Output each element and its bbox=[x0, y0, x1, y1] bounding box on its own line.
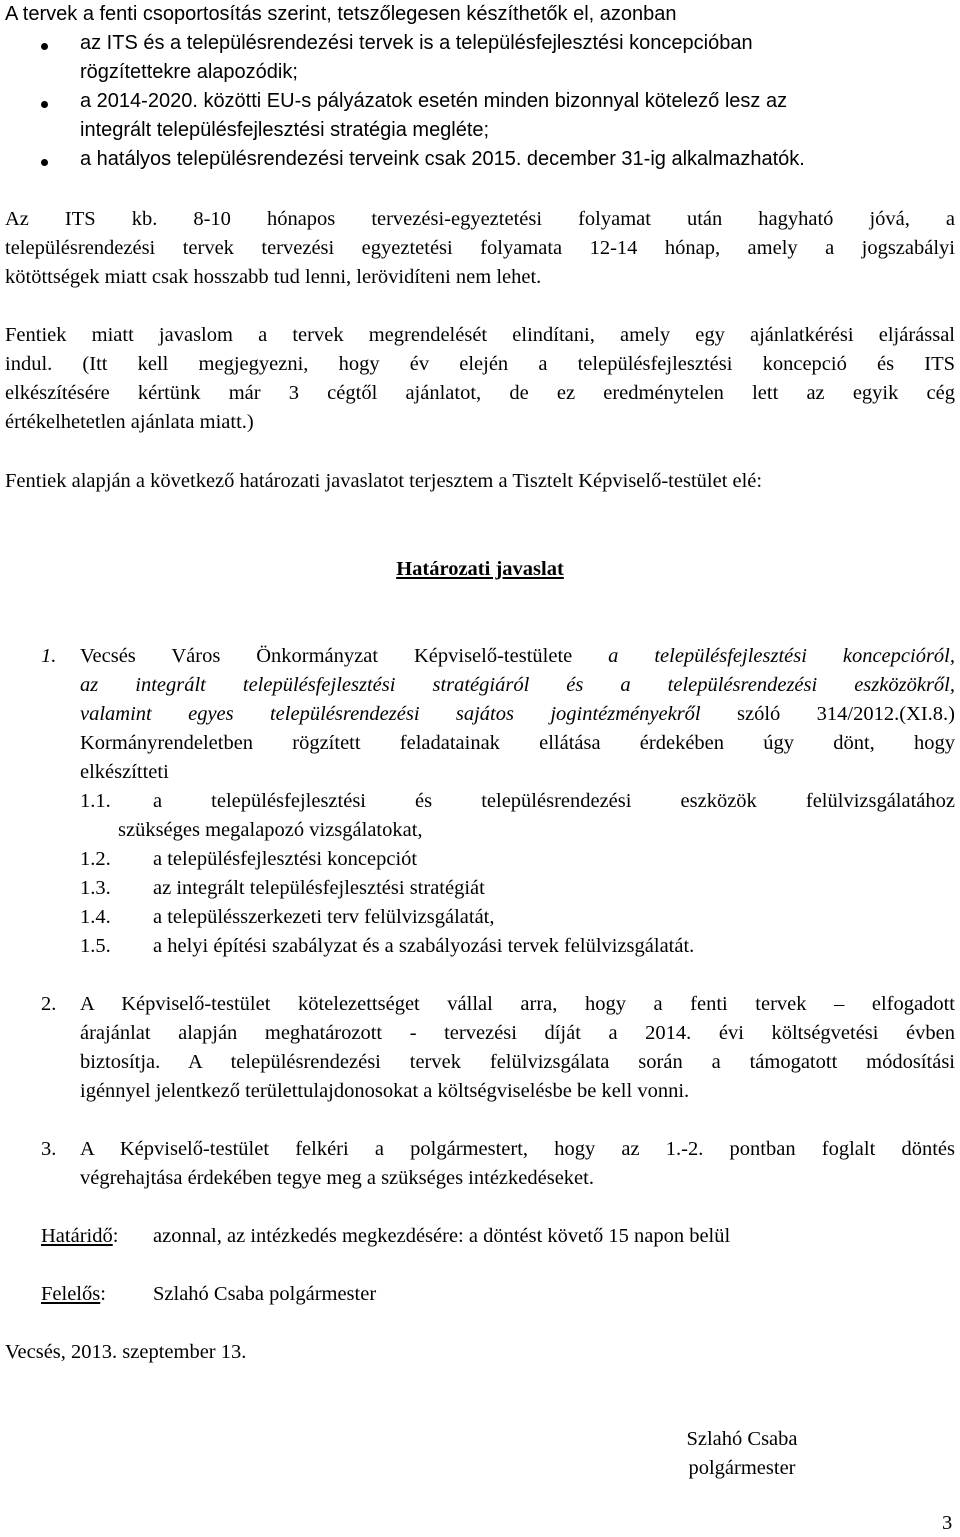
bullet-icon bbox=[41, 159, 48, 166]
resolution-line: végrehajtása érdekében tegye meg a szükséges intézkedéseket. bbox=[80, 1167, 594, 1189]
sub-item-number: 1.1. bbox=[80, 790, 111, 812]
resolution-line: valamint egyes településrendezési sajátos jogintézményekről szóló 314/2012.(XI.8.) bbox=[80, 703, 955, 725]
sub-item-text: a településfejlesztési koncepciót bbox=[153, 848, 418, 870]
bullet-text: rögzítettekre alapozódik; bbox=[80, 61, 298, 83]
paragraph-line: Fentiek miatt javaslom a tervek megrendelését elindítani, amely egy ajánlatkérési eljárással bbox=[5, 324, 955, 346]
place-date: Vecsés, 2013. szeptember 13. bbox=[5, 1341, 247, 1363]
resolution-number: 1. bbox=[41, 645, 57, 667]
resolution-line: Vecsés Város Önkormányzat Képviselő-testülete a településfejlesztési koncepcióról, bbox=[80, 645, 955, 667]
resolution-line: elkészítteti bbox=[80, 761, 169, 783]
resolution-line: biztosítja. A településrendezési tervek felülvizsgálata során a támogatott módosítási bbox=[80, 1051, 955, 1073]
responsible-label: Felelős: bbox=[41, 1283, 106, 1305]
resolution-line: Kormányrendeletben rögzített feladatainak ellátása érdekében úgy dönt, hogy bbox=[80, 732, 955, 754]
paragraph-line: elkészítésére kértünk már 3 cégtől ajánlatot, de ez eredménytelen lett az egyik cég bbox=[5, 382, 955, 404]
deadline-label: Határidő: bbox=[41, 1225, 119, 1247]
bullet-text: az ITS és a településrendezési tervek is a településfejlesztési koncepcióban bbox=[80, 32, 753, 54]
resolution-number: 2. bbox=[41, 993, 57, 1015]
sub-item-number: 1.2. bbox=[80, 848, 111, 870]
sub-item-text: szükséges megalapozó vizsgálatokat, bbox=[118, 819, 423, 841]
signature-title: polgármester bbox=[688, 1457, 796, 1479]
sub-item-number: 1.3. bbox=[80, 877, 111, 899]
deadline-value: azonnal, az intézkedés megkezdésére: a döntést követő 15 napon belül bbox=[153, 1225, 731, 1247]
resolution-number: 3. bbox=[41, 1138, 57, 1160]
signature-name: Szlahó Csaba bbox=[686, 1428, 798, 1450]
resolution-line: az integrált településfejlesztési stratégiáról és a településrendezési eszközökről, bbox=[80, 674, 955, 696]
bullet-icon bbox=[41, 43, 48, 50]
intro-line: A tervek a fenti csoportosítás szerint, tetszőlegesen készíthetők el, azonban bbox=[5, 3, 677, 25]
bullet-text: a 2014-2020. közötti EU-s pályázatok esetén minden bizonnyal kötelező lesz az bbox=[80, 90, 788, 112]
sub-item-text: az integrált településfejlesztési stratégiát bbox=[153, 877, 485, 899]
paragraph-line: kötöttségek miatt csak hosszabb tud lenni, lerövidíteni nem lehet. bbox=[5, 266, 542, 288]
paragraph-line: Fentiek alapján a következő határozati javaslatot terjesztem a Tisztelt Képviselő-testület elé: bbox=[5, 470, 763, 492]
resolution-heading: Határozati javaslat bbox=[396, 558, 564, 580]
resolution-line: A Képviselő-testület kötelezettséget vállal arra, hogy a fenti tervek – elfogadott bbox=[80, 993, 955, 1015]
sub-item-number: 1.5. bbox=[80, 935, 111, 957]
sub-item-text: a településszerkezeti terv felülvizsgálatát, bbox=[153, 906, 495, 928]
bullet-text: a hatályos településrendezési terveink csak 2015. december 31-ig alkalmazhatók. bbox=[80, 148, 805, 170]
resolution-line: árajánlat alapján meghatározott - tervezési díját a 2014. évi költségvetési évben bbox=[80, 1022, 955, 1044]
bullet-icon bbox=[41, 101, 48, 108]
paragraph-line: Az ITS kb. 8-10 hónapos tervezési-egyeztetési folyamat után hagyható jóvá, a bbox=[5, 208, 955, 230]
bullet-text: integrált településfejlesztési stratégia megléte; bbox=[80, 119, 490, 141]
resolution-line: igénnyel jelentkező területtulajdonosokat a költségviselésbe be kell vonni. bbox=[80, 1080, 690, 1102]
paragraph-line: településrendezési tervek tervezési egyeztetési folyamata 12-14 hónap, amely a jogszabályi bbox=[5, 237, 955, 259]
sub-item-text: a helyi építési szabályzat és a szabályozási tervek felülvizsgálatát. bbox=[153, 935, 695, 957]
paragraph-line: értékelhetetlen ajánlata miatt.) bbox=[5, 411, 254, 433]
responsible-value: Szlahó Csaba polgármester bbox=[153, 1283, 377, 1305]
sub-item-number: 1.4. bbox=[80, 906, 111, 928]
sub-item-text: a településfejlesztési és településrendezési eszközök felülvizsgálatához bbox=[153, 790, 955, 812]
resolution-line: A Képviselő-testület felkéri a polgármestert, hogy az 1.-2. pontban foglalt döntés bbox=[80, 1138, 955, 1160]
page-number: 3 bbox=[942, 1512, 953, 1534]
paragraph-line: indul. (Itt kell megjegyezni, hogy év elején a településfejlesztési koncepció és ITS bbox=[5, 353, 955, 375]
